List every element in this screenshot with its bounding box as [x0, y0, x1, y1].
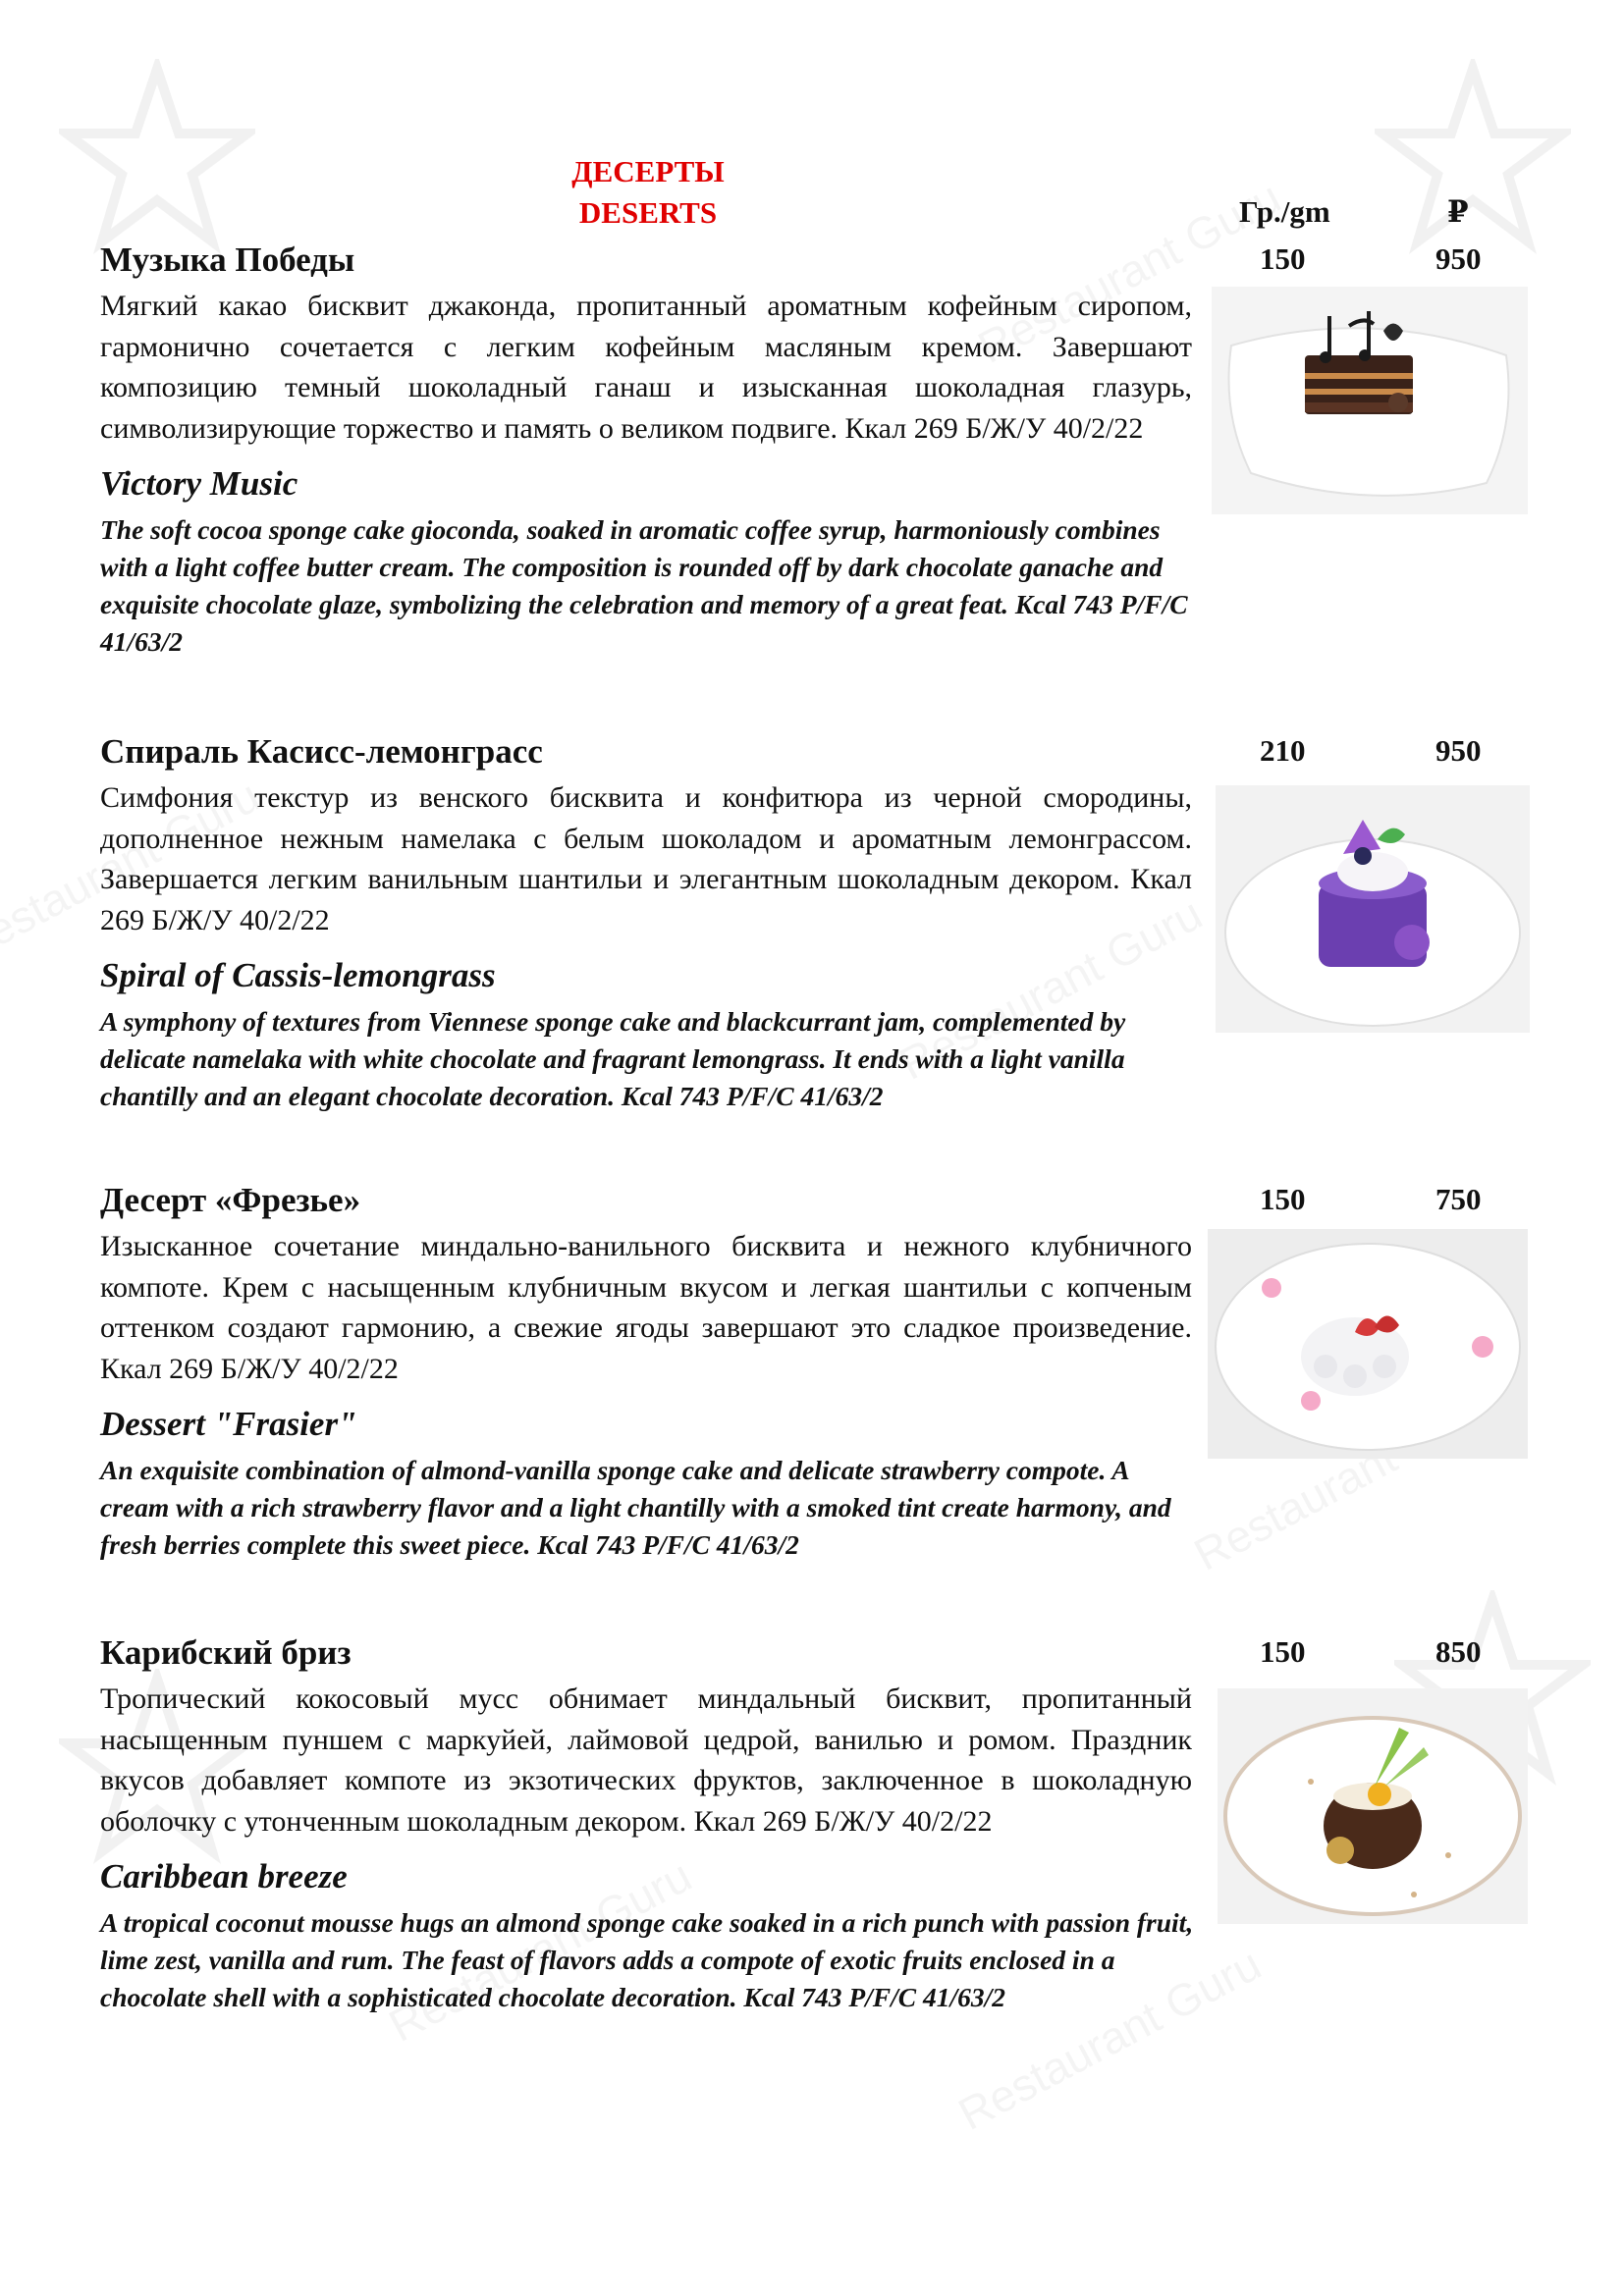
dish-photo-victory-music: [1212, 287, 1528, 514]
dish-photo-frasier: [1208, 1229, 1528, 1459]
dish-name-en: Dessert "Frasier": [100, 1405, 357, 1443]
dish-name-ru: Спираль Касисс-лемонграсс: [100, 732, 543, 771]
dish-name-ru: Десерт «Фрезье»: [100, 1181, 361, 1219]
dish-weight: 150: [1260, 1182, 1306, 1216]
dish-description-ru: Изысканное сочетание миндально-ванильного бисквита и нежного клубничного компоте. Крем с насыщенным клубничным вкусом и легкая шантильи с копченым оттенком создают гармонию, а свежие ягоды завершают это сладкое произведение. Ккал 269 Б/Ж/У 40/2/22: [100, 1230, 1192, 1385]
dish-description-en: A symphony of textures from Viennese sponge cake and blackcurrant jam, complemented by delicate namelaka with white chocolate and fragrant lemongrass. It ends with a light vanilla chantilly and an elegant chocolate decoration. Kcal 743 P/F/C 41/63/2: [100, 1006, 1126, 1111]
dish-photo-spiral-cassis: [1216, 785, 1530, 1033]
price-column-header: ₽: [1447, 194, 1469, 229]
watermark-star-icon: [1375, 59, 1571, 255]
weight-column-header: Гр./gm: [1239, 194, 1330, 229]
dish-name-en: Spiral of Cassis-lemongrass: [100, 956, 496, 994]
menu-item: [100, 239, 1192, 661]
dish-description-ru: Симфония текстур из венского бисквита и конфитюра из черной смородины, дополненное нежным намелака с белым шоколадом и ароматным лемонграссом. Завершается легким ванильным шантильи и элегантным шоколадным декором. Ккал 269 Б/Ж/У 40/2/22: [100, 781, 1192, 936]
dish-price: 950: [1435, 733, 1482, 768]
dish-description-en: An exquisite combination of almond-vanilla sponge cake and delicate strawberry compote. A cream with a rich strawberry flavor and a light chantilly with a smoked tint create harmony, and fresh berries complete this sweet piece. Kcal 743 P/F/C 41/63/2: [100, 1455, 1171, 1560]
dish-name-ru: Карибский бриз: [100, 1633, 352, 1672]
dish-description-en: The soft cocoa sponge cake gioconda, soaked in aromatic coffee syrup, harmoniously combines with a light coffee butter cream. The composition is rounded off by dark chocolate ganache and exquisite chocolate glaze, symbolizing the celebration and memory of a great feat. Kcal 743 P/F/C 41/63/2: [100, 514, 1188, 657]
watermark-star-icon: [59, 59, 255, 255]
menu-item: [100, 1631, 1192, 2016]
dish-description-ru: Мягкий какао бисквит джаконда, пропитанный ароматным кофейным сиропом, гармонично сочетается с легким кофейным масляным кремом. Завершают композицию темный шоколадный ганаш и изысканная шоколадная глазурь, символизирующие торжество и память о великом подвиге. Ккал 269 Б/Ж/У 40/2/22: [100, 290, 1192, 445]
dish-weight: 150: [1260, 1634, 1306, 1669]
dish-name-en: Victory Music: [100, 464, 298, 503]
dish-name-en: Caribbean breeze: [100, 1857, 348, 1896]
dish-price: 750: [1435, 1182, 1482, 1216]
section-title-ru: ДЕСЕРТЫ: [571, 154, 725, 188]
dish-price: 950: [1435, 241, 1482, 276]
menu-item: [100, 730, 1192, 1115]
dish-description-en: A tropical coconut mousse hugs an almond sponge cake soaked in a rich punch with passion fruit, lime zest, vanilla and rum. The feast of flavors adds a compote of exotic fruits enclosed in a chocolate shell with a sophisticated chocolate decoration. Kcal 743 P/F/C 41/63/2: [100, 1907, 1194, 2012]
section-title-en: DESERTS: [578, 195, 718, 230]
dish-price: 850: [1435, 1634, 1482, 1669]
menu-item: [100, 1179, 1192, 1564]
dish-weight: 150: [1260, 241, 1306, 276]
dish-name-ru: Музыка Победы: [100, 240, 355, 279]
dish-photo-caribbean-breeze: [1218, 1688, 1528, 1924]
dish-description-ru: Тропический кокосовый мусс обнимает миндальный бисквит, пропитанный насыщенным пуншем с маркуйей, лаймовой цедрой, ванилью и ромом. Праздник вкусов добавляет компоте из экзотических фруктов, заключенное в шоколадную оболочку с утонченным шоколадным декором. Ккал 269 Б/Ж/У 40/2/22: [100, 1682, 1192, 1838]
dish-weight: 210: [1260, 733, 1306, 768]
